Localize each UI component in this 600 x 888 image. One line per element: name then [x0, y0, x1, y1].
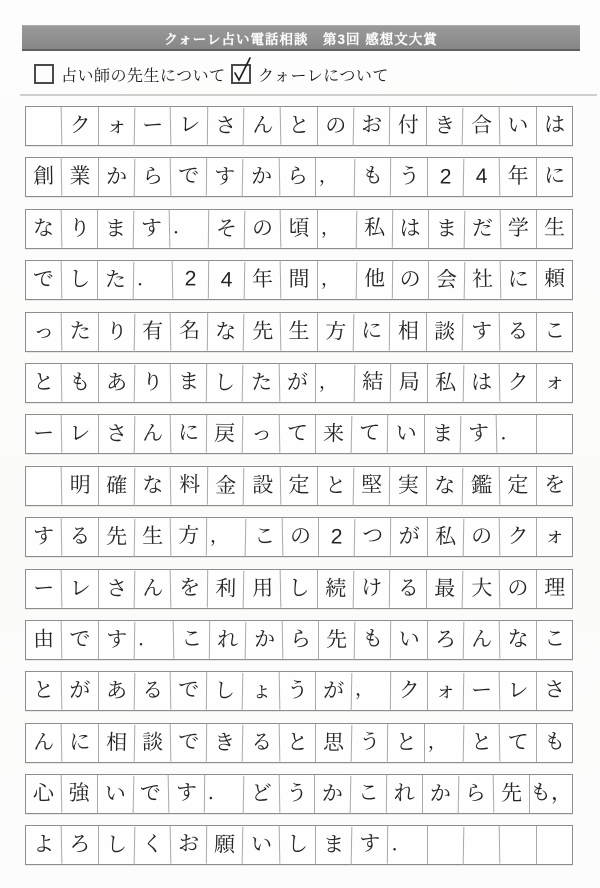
- manuscript-cell: 先: [98, 518, 135, 557]
- manuscript-cell: り: [62, 210, 98, 248]
- manuscript-cell: こ: [351, 774, 387, 812]
- manuscript-cell: 他: [356, 260, 392, 298]
- manuscript-cell: ら: [280, 158, 316, 196]
- manuscript-cell: の: [500, 570, 536, 608]
- manuscript-cell: う: [352, 723, 389, 761]
- manuscript-cell: は: [543, 113, 565, 137]
- manuscript-cell: ま: [425, 415, 462, 454]
- manuscript-cell: さ: [543, 678, 565, 702]
- manuscript-cell: ．: [134, 621, 174, 660]
- manuscript-cell: の: [245, 209, 282, 248]
- manuscript-cell: ら: [458, 775, 495, 814]
- manuscript-cell: ー: [464, 672, 501, 711]
- manuscript-cell: 年: [500, 158, 536, 196]
- manuscript-cell: 確: [99, 467, 136, 506]
- manuscript-cell: ．: [497, 415, 536, 453]
- manuscript-cell: で: [62, 621, 98, 659]
- manuscript-cell: あ: [98, 364, 135, 403]
- manuscript-cell: が: [316, 672, 353, 711]
- manuscript-cell: ，: [352, 672, 392, 710]
- manuscript-cell: ー: [26, 569, 63, 608]
- manuscript-row: [25, 209, 573, 249]
- manuscript-cell: す: [463, 312, 500, 351]
- manuscript-cell: [26, 107, 63, 146]
- manuscript-cell: ら: [134, 158, 171, 197]
- manuscript-cell: 学: [501, 210, 537, 248]
- manuscript-cell: ん: [135, 569, 172, 608]
- manuscript-row: [25, 620, 573, 660]
- manuscript-cell: さ: [98, 415, 135, 454]
- manuscript-row: [25, 774, 573, 814]
- manuscript-cell: か: [422, 775, 459, 814]
- manuscript-cell: は: [393, 210, 429, 248]
- manuscript-cell: に: [62, 724, 98, 762]
- manuscript-cell: で: [171, 723, 208, 761]
- manuscript-cell: と: [281, 107, 317, 145]
- manuscript-cell: レ: [62, 570, 98, 608]
- manuscript-cell: く: [134, 826, 171, 865]
- manuscript-cell: 金: [208, 467, 245, 506]
- checkbox-about-cuore[interactable]: [231, 64, 251, 84]
- manuscript-cell: し: [280, 826, 316, 864]
- manuscript-cell: ．: [170, 209, 209, 247]
- manuscript-cell: 間: [281, 261, 317, 299]
- manuscript-cell: す: [169, 774, 205, 812]
- manuscript-row: [25, 825, 573, 865]
- manuscript-cell: に: [354, 312, 391, 350]
- manuscript-cell: す: [207, 159, 244, 198]
- manuscript-cell: っ: [26, 312, 63, 351]
- manuscript-cell: ー: [135, 107, 172, 146]
- checkbox-about-fortune-tellers[interactable]: [34, 64, 54, 84]
- manuscript-cell: す: [98, 621, 135, 660]
- form-title: クォーレ占い電話相談 第3回 感想文大賞: [164, 31, 438, 47]
- manuscript-cell: [428, 827, 465, 866]
- manuscript-row: [25, 157, 573, 197]
- manuscript-cell: 堅: [354, 466, 391, 504]
- manuscript-cell: 創: [26, 158, 63, 197]
- form-title-bar: [22, 25, 580, 51]
- manuscript-cell: し: [207, 672, 244, 711]
- manuscript-cell: ク: [500, 364, 536, 402]
- manuscript-cell: 由: [26, 621, 63, 660]
- manuscript-cell: で: [26, 261, 63, 300]
- manuscript-cell: ん: [244, 107, 281, 146]
- manuscript-cell: ォ: [99, 107, 136, 146]
- manuscript-row: [25, 106, 573, 146]
- manuscript-cell: 2: [319, 518, 356, 557]
- manuscript-cell: さ: [208, 107, 245, 146]
- manuscript-cell: ク: [62, 107, 98, 145]
- manuscript-cell: 設: [244, 466, 281, 505]
- manuscript-cell: ん: [26, 723, 63, 762]
- manuscript-cell: 願: [207, 827, 244, 866]
- manuscript-cell: よ: [26, 826, 63, 865]
- manuscript-cell: 頃: [281, 210, 317, 248]
- manuscript-cell: す: [352, 826, 389, 864]
- checkbox-label-cuore: クォーレについて: [258, 67, 389, 85]
- manuscript-cell: [500, 826, 536, 864]
- manuscript-cell: だ: [464, 209, 501, 248]
- manuscript-cell: ，: [317, 210, 357, 249]
- manuscript-cell: 談: [134, 723, 171, 762]
- manuscript-cell: ォ: [543, 524, 565, 548]
- checkbox-group-fortune-tellers: [34, 63, 226, 85]
- manuscript-cell: い: [97, 775, 134, 814]
- manuscript-cell: 大: [463, 569, 500, 608]
- manuscript-cell: り: [134, 364, 171, 403]
- manuscript-cell: な: [208, 313, 245, 352]
- manuscript-cell: 先: [244, 312, 281, 351]
- manuscript-cell: が: [280, 364, 316, 402]
- manuscript-cell: に: [501, 261, 537, 299]
- manuscript-cell: こ: [543, 318, 565, 343]
- manuscript-cell: い: [243, 826, 280, 865]
- manuscript-row: [25, 414, 573, 454]
- manuscript-row: [25, 569, 573, 609]
- manuscript-cell: 4: [209, 261, 246, 300]
- manuscript-cell: ォ: [543, 370, 565, 394]
- manuscript-cell: ろ: [62, 826, 98, 864]
- manuscript-cell: い: [389, 415, 425, 453]
- manuscript-cell: し: [62, 261, 98, 299]
- manuscript-cell: ん: [464, 621, 501, 660]
- manuscript-cell: か: [246, 621, 283, 660]
- manuscript-cell: 私: [428, 518, 465, 557]
- manuscript-row: [25, 723, 573, 763]
- manuscript-cell: [26, 466, 63, 505]
- manuscript-cell: 用: [244, 569, 281, 608]
- manuscript-cell: 実: [391, 467, 427, 505]
- manuscript-cell: レ: [172, 106, 209, 144]
- manuscript-cell: で: [171, 672, 208, 710]
- manuscript-cell: の: [283, 518, 319, 556]
- manuscript-cell: レ: [500, 672, 536, 710]
- manuscript-cell: に: [171, 415, 208, 453]
- manuscript-cell: は: [464, 364, 501, 403]
- manuscript-cell: お: [171, 826, 208, 864]
- manuscript-cell: と: [389, 724, 425, 762]
- manuscript-cell: 相: [391, 313, 427, 351]
- manuscript-cell: こ: [246, 518, 283, 557]
- manuscript-cell: る: [134, 672, 171, 711]
- divider-rule: [20, 94, 597, 96]
- manuscript-row: [25, 363, 573, 403]
- manuscript-cell: な: [135, 466, 172, 505]
- manuscript-cell: が: [62, 672, 98, 710]
- manuscript-cell: ま: [316, 827, 353, 866]
- manuscript-cell: 2: [173, 260, 209, 298]
- manuscript-cell: の: [464, 518, 501, 557]
- manuscript-cell: ま: [98, 210, 135, 249]
- manuscript-row: [25, 260, 573, 300]
- manuscript-cell: 方: [317, 313, 354, 352]
- manuscript-cell: 談: [427, 313, 464, 352]
- manuscript-cell: 有: [135, 312, 172, 351]
- manuscript-cell: も: [355, 620, 392, 658]
- manuscript-cell: つ: [355, 517, 392, 555]
- manuscript-cell: き: [427, 107, 464, 146]
- manuscript-cell: 合: [463, 107, 500, 146]
- manuscript-cell: ．: [389, 826, 428, 864]
- manuscript-cell: 生: [543, 216, 566, 240]
- manuscript-cell: る: [62, 518, 98, 556]
- manuscript-cell: る: [243, 723, 280, 762]
- manuscript-cell: ク: [392, 672, 428, 710]
- manuscript-cell: き: [207, 724, 244, 763]
- manuscript-cell: 頼: [543, 267, 566, 291]
- manuscript-cell: ら: [283, 621, 319, 659]
- manuscript-cell: ，: [425, 724, 465, 763]
- manuscript-row: [25, 466, 573, 506]
- manuscript-cell: し: [281, 570, 317, 608]
- manuscript-cell: ，: [316, 364, 356, 403]
- manuscript-cell: そ: [209, 210, 246, 249]
- manuscript-cell: 方: [171, 517, 208, 555]
- manuscript-cell: な: [500, 621, 536, 659]
- manuscript-cell: を: [172, 569, 209, 607]
- manuscript-cell: ん: [134, 415, 171, 454]
- manuscript-cell: す: [134, 209, 171, 248]
- manuscript-cell: 局: [392, 364, 428, 402]
- manuscript-cell: [464, 826, 501, 865]
- manuscript-cell: り: [99, 313, 136, 352]
- manuscript-cell: に: [543, 164, 565, 188]
- manuscript-cell: 会: [428, 261, 465, 300]
- manuscript-cell: の: [317, 107, 354, 146]
- manuscript-cell: ォ: [428, 672, 465, 711]
- manuscript-cell: か: [315, 775, 352, 814]
- manuscript-cell: 年: [245, 261, 282, 300]
- manuscript-cell: な: [427, 467, 464, 506]
- manuscript-cell: 4: [464, 158, 501, 197]
- manuscript-cell: ー: [26, 415, 63, 454]
- checkbox-label-fortune-tellers: 占い師の先生について: [61, 67, 226, 85]
- manuscript-cell: け: [354, 569, 391, 607]
- manuscript-cell: ど: [243, 775, 280, 814]
- manuscript-cell: 強: [62, 775, 98, 813]
- manuscript-cell: 料: [172, 466, 209, 504]
- manuscript-cell: ，: [316, 159, 356, 198]
- manuscript-cell: 名: [172, 312, 209, 350]
- manuscript-cell: し: [98, 827, 135, 866]
- manuscript-cell: 社: [464, 261, 501, 300]
- manuscript-cell: ．: [205, 775, 245, 814]
- manuscript-cell: っ: [243, 415, 280, 454]
- manuscript-cell: て: [280, 415, 316, 453]
- manuscript-cell: お: [354, 106, 391, 144]
- manuscript-cell: 最: [427, 570, 464, 609]
- manuscript-cell: 先: [319, 621, 356, 660]
- manuscript-cell: が: [392, 518, 428, 556]
- manuscript-cell: で: [133, 775, 170, 814]
- manuscript-cell: ，: [317, 261, 357, 300]
- manuscript-cell: 生: [134, 518, 171, 557]
- manuscript-cell: た: [243, 364, 280, 403]
- manuscript-cell: た: [62, 313, 98, 351]
- manuscript-cell: た: [98, 261, 135, 300]
- manuscript-cell: も: [355, 158, 392, 196]
- manuscript-cell: 定: [500, 467, 536, 505]
- manuscript-cell: れ: [210, 621, 247, 660]
- manuscript-cell: ろ: [428, 621, 465, 660]
- manuscript-cell: 明: [62, 467, 98, 505]
- manuscript-cell: ．: [134, 261, 174, 300]
- manuscript-cell: い: [500, 107, 536, 145]
- manuscript-cell: レ: [62, 415, 98, 453]
- manuscript-cell: れ: [387, 775, 423, 813]
- manuscript-cell: し: [207, 364, 244, 403]
- manuscript-cell: る: [500, 313, 536, 351]
- manuscript-cell: て: [500, 724, 536, 762]
- manuscript-cell: と: [464, 723, 501, 762]
- manuscript-cell: 心: [26, 775, 63, 814]
- manuscript-cell: ，: [207, 518, 247, 557]
- manuscript-cell: す: [26, 518, 63, 557]
- manuscript-cell: 結: [355, 363, 392, 401]
- manuscript-cell: 私: [356, 209, 392, 247]
- manuscript-cell: ょ: [243, 672, 280, 711]
- manuscript-cell: う: [392, 158, 428, 196]
- manuscript-cell: 相: [98, 724, 135, 763]
- manuscript-cell: 戻: [207, 415, 244, 454]
- manuscript-cell: 定: [281, 467, 317, 505]
- manuscript-cell: 鑑: [463, 466, 500, 505]
- manuscript-row: [25, 517, 573, 557]
- manuscript-cell: 業: [62, 158, 98, 196]
- manuscript-cell: と: [317, 467, 354, 506]
- manuscript-cell: も，: [529, 781, 573, 805]
- manuscript-cell: ま: [428, 210, 465, 249]
- check-icon: [232, 65, 250, 83]
- manuscript-cell: さ: [99, 570, 136, 609]
- manuscript-cell: 生: [281, 313, 317, 351]
- manuscript-cell: 私: [428, 364, 465, 403]
- manuscript-cell: て: [352, 415, 389, 453]
- manuscript-cell: と: [26, 672, 63, 711]
- manuscript-cell: で: [171, 158, 208, 196]
- manuscript-cell: [537, 826, 573, 864]
- manuscript-cell: 付: [391, 107, 427, 145]
- checkbox-group-cuore: [231, 63, 389, 85]
- manuscript-cell: か: [98, 159, 135, 198]
- manuscript-cell: す: [461, 415, 498, 454]
- manuscript-cell: う: [279, 775, 315, 813]
- manuscript-cell: 利: [208, 570, 245, 609]
- manuscript-cell: 先: [494, 775, 530, 813]
- manuscript-cell: と: [26, 364, 63, 403]
- manuscript-cell: ク: [500, 518, 536, 556]
- manuscript-cell: ま: [171, 363, 208, 401]
- manuscript-cell: 続: [317, 570, 354, 609]
- manuscript-cell: も: [543, 730, 565, 754]
- manuscript-cell: こ: [174, 620, 211, 658]
- manuscript-row: [25, 671, 573, 711]
- manuscript-cell: と: [280, 724, 316, 762]
- manuscript-cell: こ: [543, 627, 565, 651]
- manuscript-cell: 思: [316, 724, 353, 763]
- manuscript-cell: あ: [98, 672, 135, 711]
- manuscript-cell: の: [393, 261, 429, 299]
- manuscript-cell: も: [62, 364, 98, 402]
- manuscript-cell: う: [280, 672, 316, 710]
- manuscript-cell: か: [243, 158, 280, 197]
- manuscript-cell: 来: [316, 415, 353, 454]
- manuscript-cell: を: [543, 473, 565, 497]
- manuscript-cell: る: [391, 570, 427, 608]
- manuscript-cell: い: [392, 621, 428, 659]
- manuscript-grid: [25, 106, 573, 865]
- manuscript-row: [25, 312, 573, 352]
- manuscript-cell: 理: [543, 575, 565, 600]
- manuscript-cell: [537, 415, 573, 453]
- manuscript-cell: な: [26, 209, 63, 248]
- manuscript-cell: 2: [428, 159, 465, 198]
